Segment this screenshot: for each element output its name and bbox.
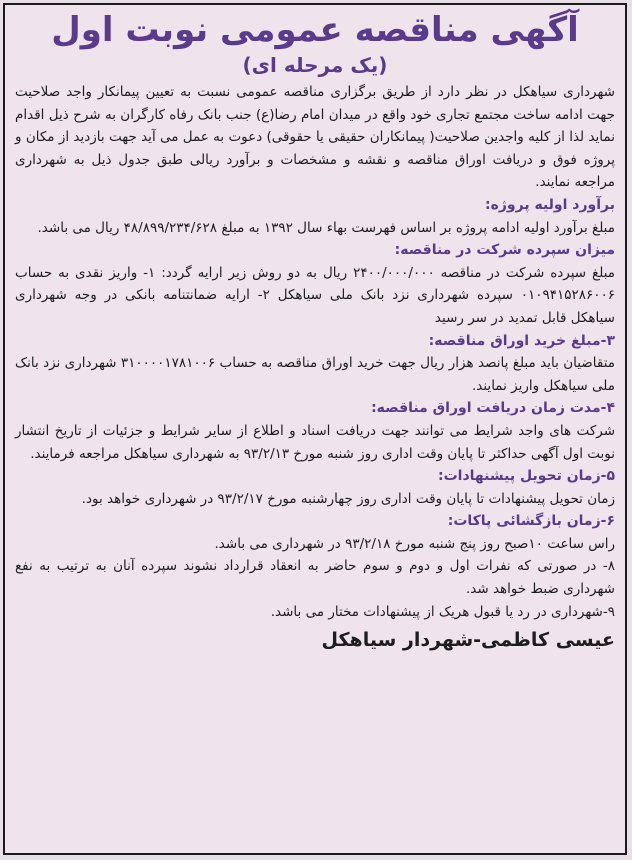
section-text: راس ساعت ۱۰صبح روز پنج شنبه مورخ ۹۳/۲/۱۸ در شهرداری می باشد. bbox=[214, 535, 615, 552]
notice-subtitle: (یک مرحله ای) bbox=[242, 53, 388, 77]
section-text: زمان تحویل پیشنهادات تا پایان وقت اداری روز چهارشنبه مورخ ۹۳/۲/۱۷ در شهرداری خواهد بود. bbox=[81, 490, 615, 507]
section-text: مبلغ برآورد اولیه ادامه پروژه بر اساس فهرست بهاء سال ۱۳۹۲ به مبلغ ۴۸/۸۹۹/۲۳۴/۶۲۸ ریال می باشد. bbox=[37, 219, 615, 236]
section-initial-estimate bbox=[15, 194, 615, 239]
section-heading: ۵-زمان تحویل پیشنهادات: bbox=[438, 468, 615, 485]
notice-intro: شهرداری سیاهکل در نظر دارد از طریق برگزاری مناقصه عمومی نسبت به تعیین پیمانکار واجد صلاحیت جهت ادامه ساخت مجتمع تجاری خود واقع در میدان امام رضا(ع) جنب بانک رفاه کارگران به شرح ذیل اقدام نماید لذا از کلیه واجدین صلاحیت( پیمانکاران حقیقی یا حقوقی) دعوت به عمل می آید جهت بازدید از مکان و پروژه فوق و دریافت اوراق مناقصه و نقشه و مشخصات و برآورد ریالی طبق جدول ذیل به شهرداری مراجعه نمایند. bbox=[15, 84, 615, 191]
clause-8: ۸- در صورتی که نفرات اول و دوم و سوم حاضر به انعقاد قرارداد نشوند سپرده آنان به ترتیب به نفع شهرداری ضبط خواهد شد. bbox=[15, 558, 615, 598]
section-deposit bbox=[15, 239, 615, 329]
section-document-fee bbox=[15, 330, 615, 398]
section-bid-opening bbox=[15, 510, 615, 555]
section-heading: ۴-مدت زمان دریافت اوراق مناقصه: bbox=[371, 400, 615, 417]
section-heading: برآورد اولیه پروژه: bbox=[484, 196, 615, 213]
tender-notice bbox=[3, 3, 627, 855]
section-document-period bbox=[15, 397, 615, 465]
notice-title: آگهی مناقصه عمومی نوبت اول bbox=[51, 10, 579, 50]
section-heading: ۳-مبلغ خرید اوراق مناقصه: bbox=[428, 332, 615, 349]
section-text: شرکت های واجد شرایط می توانند جهت دریافت اسناد و اطلاع از سایر شرایط و جزئیات از تاریخ انتشار نوبت اول آگهی حداکثر تا پایان وقت اداری روز شنبه مورخ ۹۳/۲/۱۳ به شهرداری سیاهکل مراجعه فرمایند. bbox=[15, 422, 615, 462]
clause-9: ۹-شهرداری در رد یا قبول هریک از پیشنهادات مختار می باشد. bbox=[270, 603, 615, 620]
section-bid-submission bbox=[15, 465, 615, 510]
section-heading: ۶-زمان بازگشائی پاکات: bbox=[447, 513, 615, 530]
section-text: متقاضیان باید مبلغ پانصد هزار ریال جهت خرید اوراق مناقصه به حساب ۳۱۰۰۰۰۱۷۸۱۰۰۶ شهرداری نزد بانک ملی سیاهکل واریز نمایند. bbox=[15, 355, 616, 394]
section-heading: میزان سپرده شرکت در مناقصه: bbox=[394, 242, 615, 259]
section-text: مبلغ سپرده شرکت در مناقصه ۲۴۰۰/۰۰۰/۰۰۰ ریال به دو روش زیر ارایه گردد: ۱- واریز نقدی به حساب ۰۱۰۹۴۱۵۲۸۶۰۰۶ سپرده شهرداری نزد بانک ملی سیاهکل ۲- ارایه ضمانتنامه بانکی در وجه شهرداری سیاهکل قابل تمدید در سر رسید bbox=[15, 264, 616, 326]
signature: عیسی کاظمی-شهردار سیاهکل bbox=[321, 629, 615, 652]
